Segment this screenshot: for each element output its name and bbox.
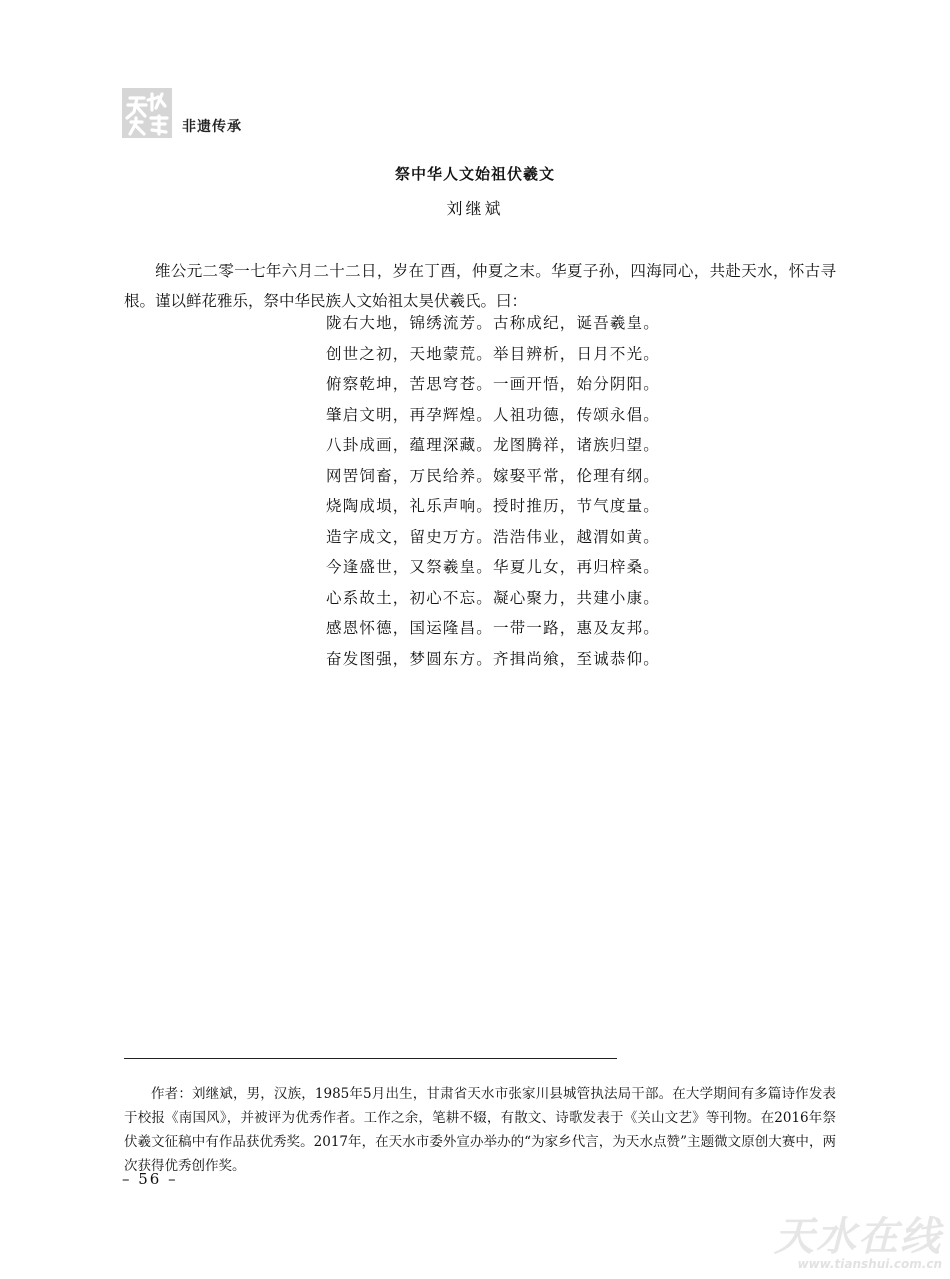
poem-line: 俯察乾坤，苦思穹苍。一画开悟，始分阴阳。: [326, 375, 661, 393]
poem-line: 造字成文，留史万方。浩浩伟业，越渭如黄。: [326, 527, 661, 546]
footnote-divider: [124, 1058, 617, 1059]
article-author: 刘继斌: [446, 199, 504, 218]
author-footnote: 作者：刘继斌，男，汉族，1985年5月出生，甘肃省天水市张家川县城管执法局干部。在大学期间有多篇诗作发表于校报《南国风》，并被评为优秀作者。工作之余，笔耕不辍，有散文、诗歌发表于《关山文艺》等刊物。在2016年祭伏羲文征稿中有作品获优秀奖。2017年，在天水市委外宣办举办的“为家乡代言，为天水点赞”主题微文原创大赛中，两次获得优秀创作奖。: [124, 1085, 836, 1174]
poem-line: 陇右大地，锦绣流芳。古称成纪，诞吾羲皇。: [326, 314, 661, 332]
article-title: 祭中华人文始祖伏羲文: [394, 165, 555, 183]
poem-line: 感恩怀德，国运隆昌。一带一路，惠及友邦。: [326, 619, 661, 637]
logo-calligraphy-icon: [122, 88, 172, 138]
poem-line: 肇启文明，再孕辉煌。人祖功德，传颂永倡。: [326, 405, 661, 424]
poem-line: 网罟饲畜，万民给养。嫁娶平常，伦理有纲。: [326, 466, 661, 485]
poem-line: 心系故土，初心不忘。凝心聚力，共建小康。: [326, 588, 661, 607]
poem-block: [326, 308, 661, 674]
poem-line: 烧陶成埙，礼乐声响。授时推历，节气度量。: [326, 497, 661, 515]
poem-line: 八卦成画，蕴理深藏。龙图腾祥，诸族归望。: [326, 436, 661, 454]
watermark-url: www.tianshui.com.cn: [797, 1257, 942, 1271]
intro-paragraph: 维公元二零一七年六月二十二日，岁在丁酉，仲夏之末。华夏子孙，四海同心，共赴天水，怀古寻根。谨以鲜花雅乐，祭中华民族人文始祖太昊伏羲氏。曰：: [124, 261, 836, 310]
page-header: [118, 88, 418, 140]
poem-line: 奋发图强，梦圆东方。齐揖尚飨，至诚恭仰。: [326, 649, 661, 668]
watermark-text: 天水在线: [774, 1214, 942, 1260]
tianshui-wenbo-logo: [122, 88, 172, 138]
section-label: 非遗传承: [182, 119, 242, 135]
poem-line: 今逢盛世，又祭羲皇。华夏儿女，再归梓桑。: [326, 558, 661, 576]
page-number: – 56 –: [122, 1170, 178, 1188]
poem-line: 创世之初，天地蒙荒。举目辨析，日月不光。: [326, 344, 661, 363]
site-watermark: [770, 1205, 948, 1277]
